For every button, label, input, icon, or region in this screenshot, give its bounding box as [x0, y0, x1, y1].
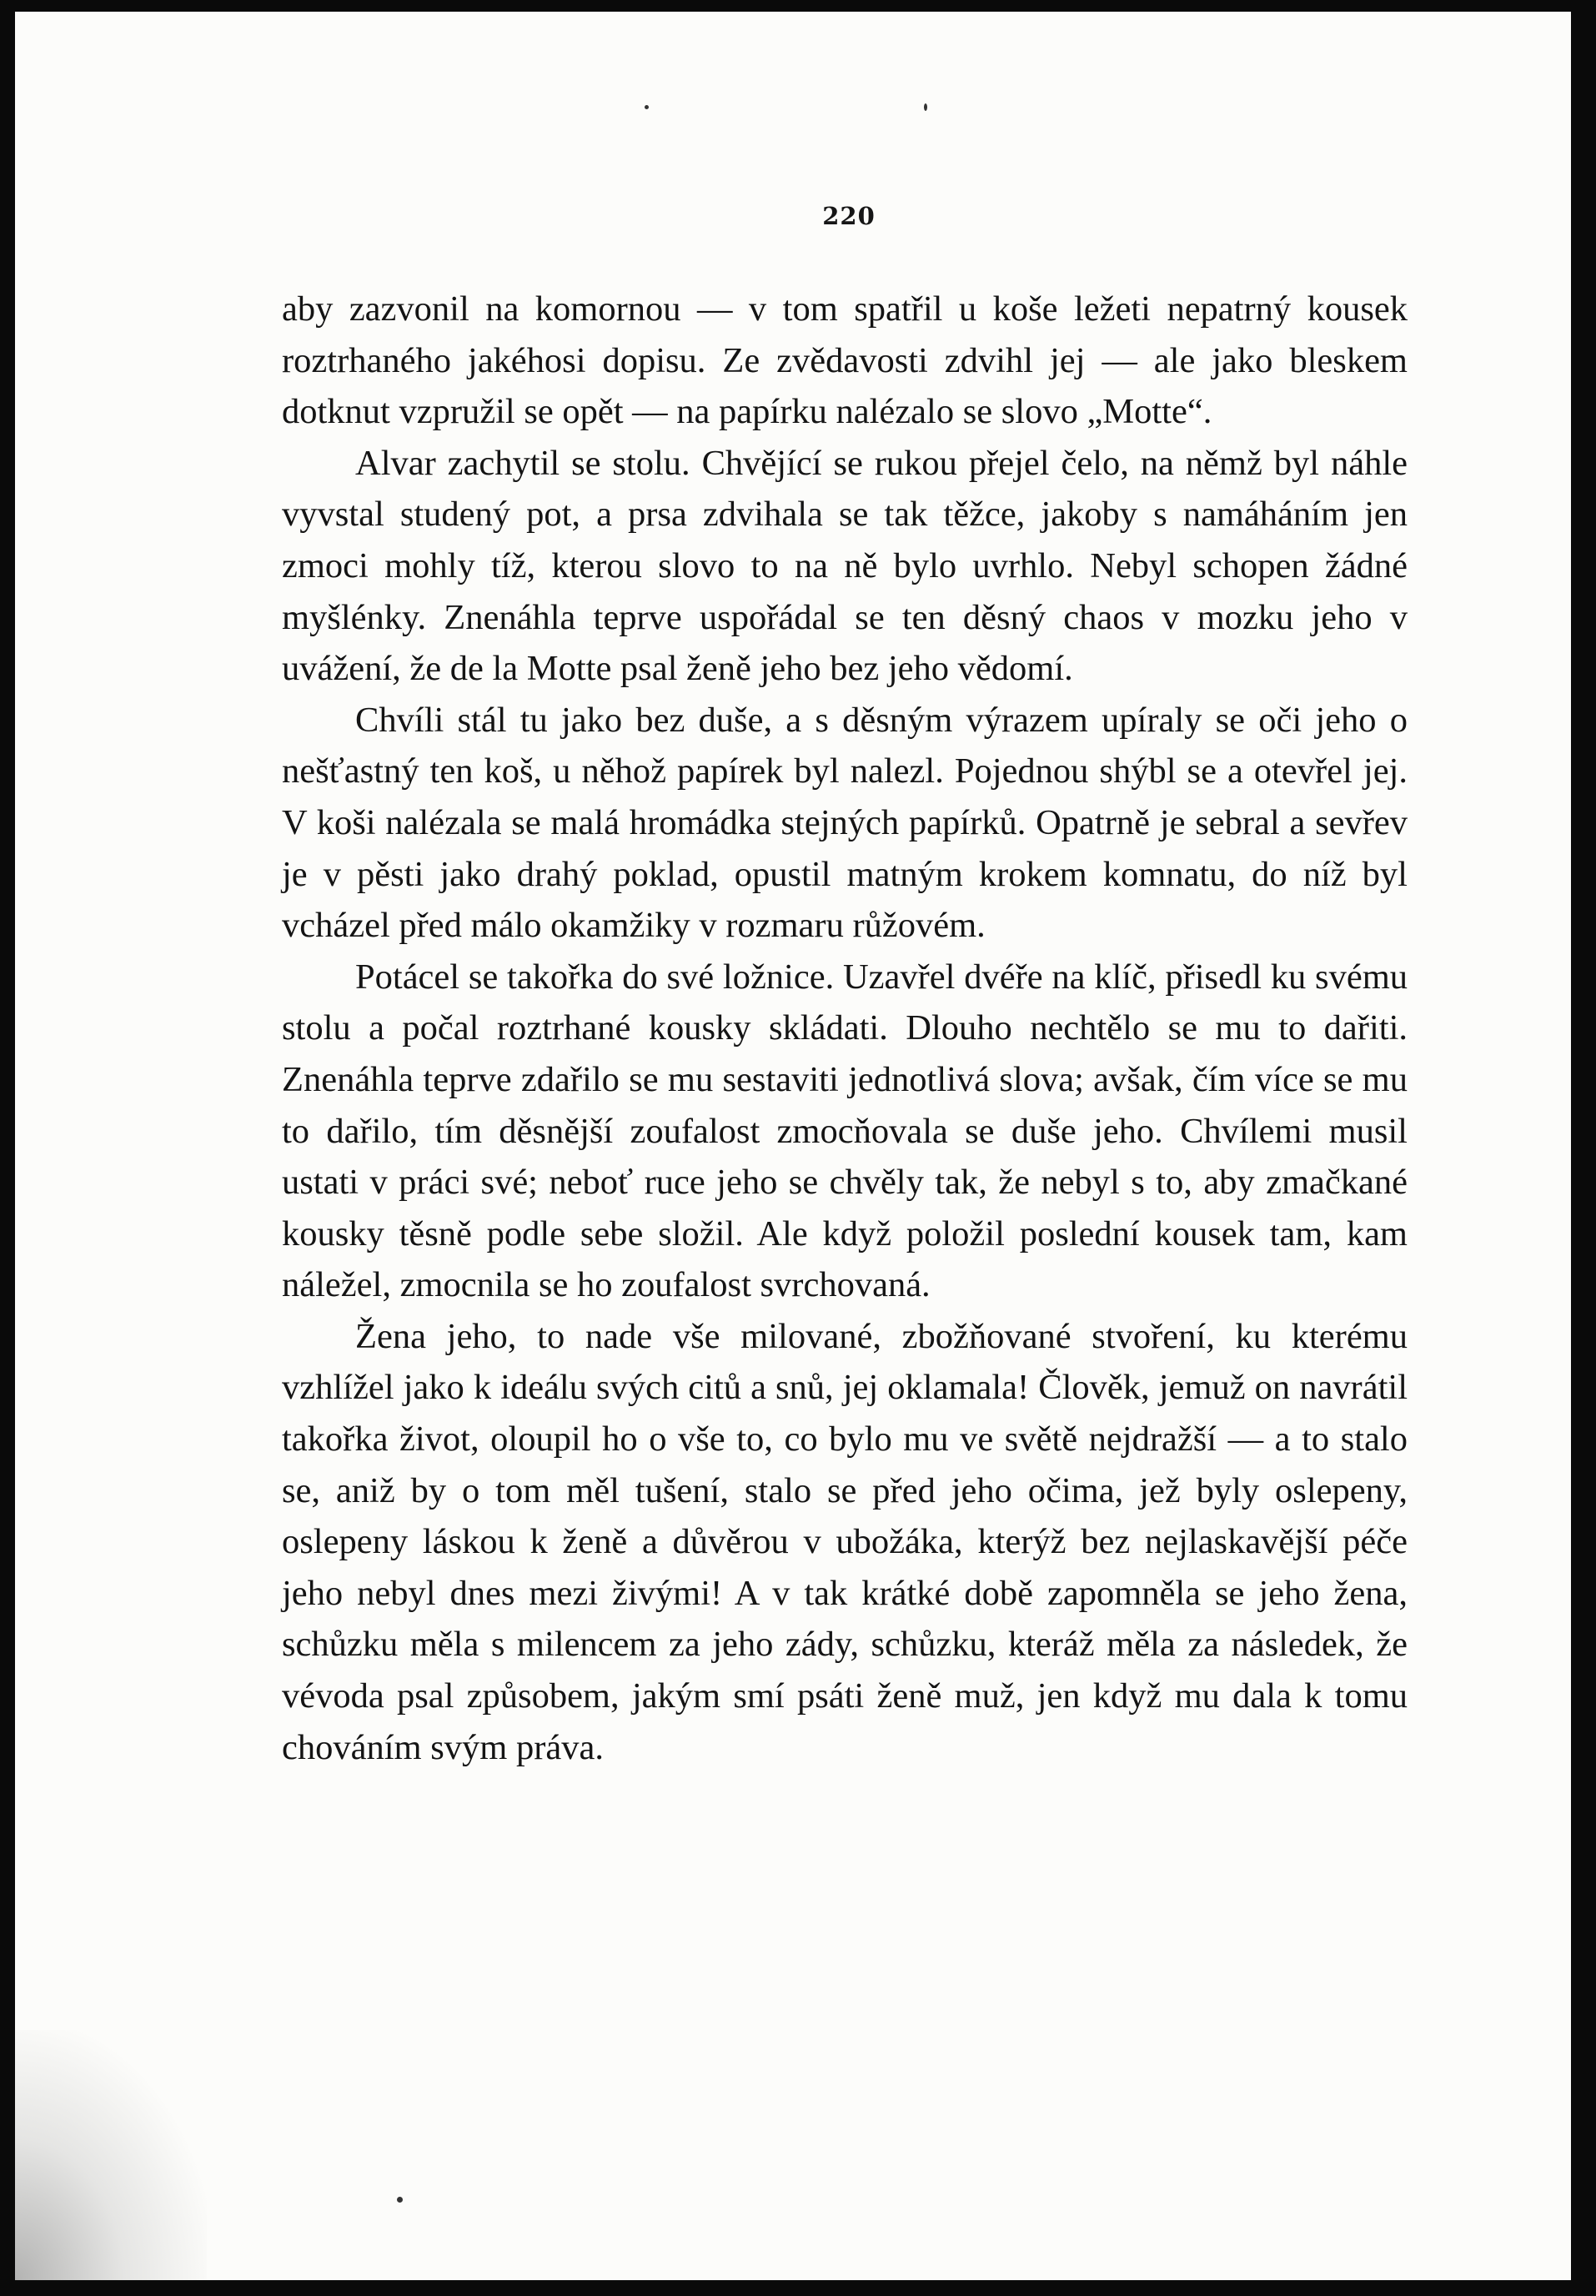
paragraph: Chvíli stál tu jako bez duše, a s děsným výrazem upíraly se oči jeho o nešťastný ten koš, u něhož papírek byl nalezl. Pojednou shýbl se a otevřel jej. V koši nalézala se malá hromádka stejných papírků. Opatrně je sebral a sevřev je v pěsti jako drahý poklad, opustil matným krokem komnatu, do níž byl vcházel před málo okamžiky v rozmaru růžovém.	[282, 700, 1408, 946]
body-text	[282, 284, 1408, 1773]
page-number: 220	[822, 202, 876, 230]
paper-speck	[924, 103, 927, 111]
paragraph: Žena jeho, to nade vše milované, zbožňované stvoření, ku kterému vzhlížel jako k ideálu svých citů a snů, jej oklamala! Člověk, jemuž on navrátil takořka život, oloupil ho o vše to, co bylo mu ve světě nejdražší — a to stalo se, aniž by o tom měl tušení, stalo se před jeho očima, jež byly oslepeny, oslepeny láskou k ženě a důvěrou v ubožáka, kterýž bez nejlaskavější péče jeho nebyl dnes mezi živými! A v tak krátké době zapomněla se jeho žena, schůzku měla s milencem za jeho zády, schůzku, kteráž měla za následek, že vévoda psal způsobem, jakým smí psáti ženě muž, jen když mu dala k tomu chováním svým práva.	[282, 1316, 1408, 1767]
paragraph: Potácel se takořka do své ložnice. Uzavřel dvéře na klíč, přisedl ku svému stolu a počal roztrhané kousky skládati. Dlouho nechtělo se mu to dařiti. Znenáhla teprve zdařilo se mu sestaviti jednotlivá slova; avšak, čím více se mu to dařilo, tím děsnější zoufalost zmocňovala se duše jeho. Chvílemi musil ustati v práci své; neboť ruce jeho se chvěly tak, že nebyl s to, aby zmačkané kousky těsně podle sebe složil. Ale když položil poslední kousek tam, kam náležel, zmocnila se ho zoufalost svrchovaná.	[282, 957, 1408, 1305]
paper-speck	[645, 105, 649, 109]
book-page	[15, 12, 1571, 2280]
paragraph: aby zazvonil na komornou — v tom spatřil u koše ležeti nepatrný kousek roztrhaného jakéhosi dopisu. Ze zvědavosti zdvihl jej — ale jako bleskem dotknut vzpružil se opět — na papírku nalézalo se slovo „Motte“.	[282, 289, 1408, 432]
paragraph: Alvar zachytil se stolu. Chvějící se rukou přejel čelo, na němž byl náhle vyvstal studený pot, a prsa zdvihala se tak těžce, jakoby s namáháním jen zmoci mohly tíž, kterou slovo to na ně bylo uvrhlo. Nebyl schopen žádné myšlénky. Znenáhla teprve uspořádal se ten děsný chaos v mozku jeho v uvážení, že de la Motte psal ženě jeho bez jeho vědomí.	[282, 443, 1408, 689]
page-stain	[15, 2030, 207, 2280]
paper-speck	[397, 2197, 403, 2203]
